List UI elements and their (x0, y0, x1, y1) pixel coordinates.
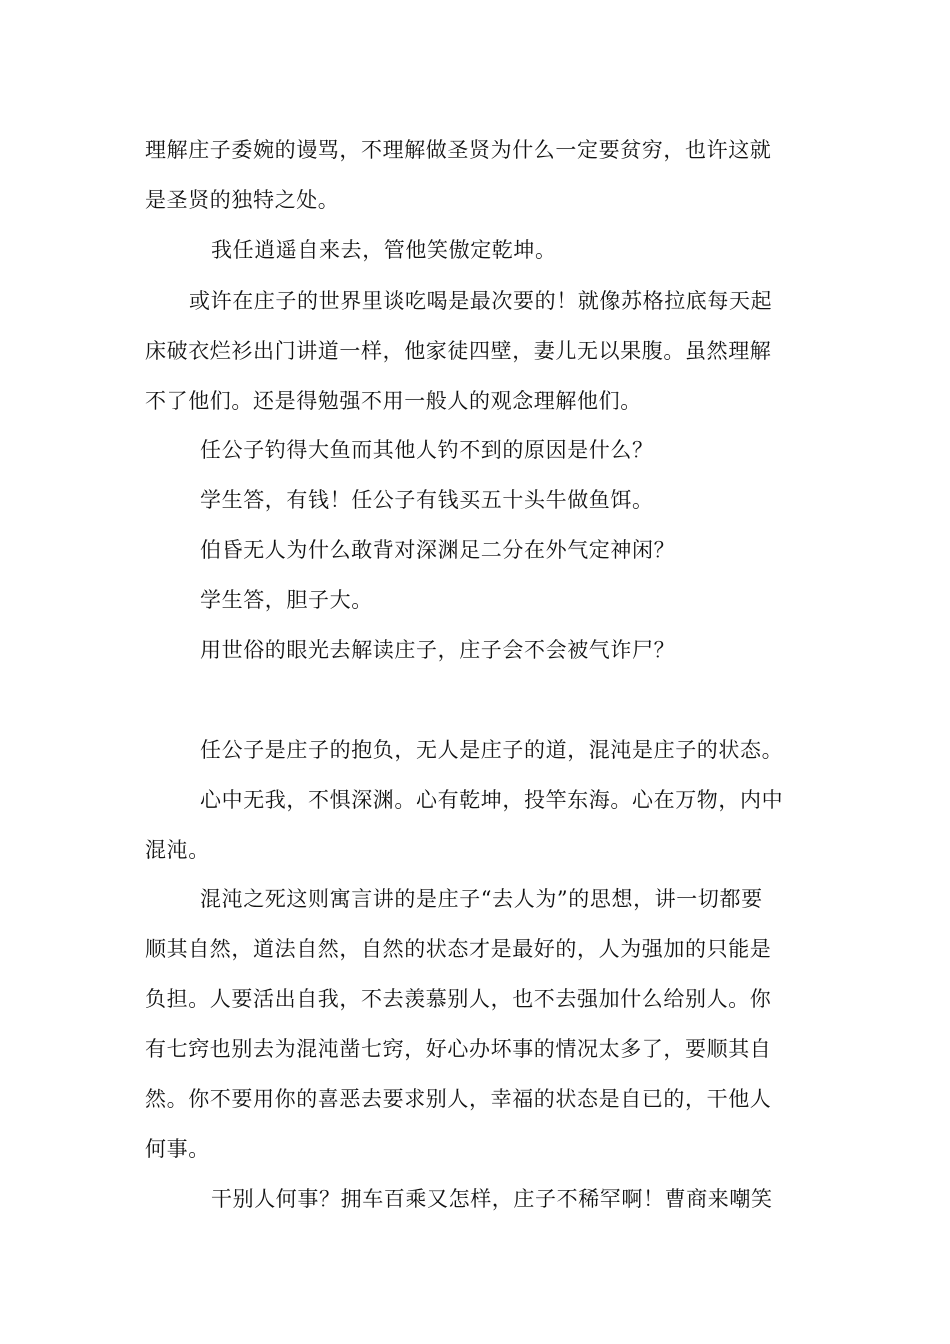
text-line: 伯昏无人为什么敢背对深渊足二分在外气定神闲？ (200, 538, 676, 562)
text-line: 我任逍遥自来去，管他笑傲定乾坤。 (211, 238, 557, 262)
text-line: 是圣贤的独特之处。 (145, 188, 340, 212)
text-line: 理解庄子委婉的谩骂，不理解做圣贤为什么一定要贫穷，也许这就 (145, 138, 772, 162)
text-line: 干别人何事？拥车百乘又怎样，庄子不稀罕啊！曹商来嘲笑 (211, 1187, 773, 1211)
text-line: 负担。人要活出自我，不去羡慕别人，也不去强加什么给别人。你 (145, 987, 772, 1011)
text-line: 学生答，有钱！任公子有钱买五十头牛做鱼饵。 (200, 488, 654, 512)
text-line: 床破衣烂衫出门讲道一样，他家徒四壁，妻儿无以果腹。虽然理解 (145, 339, 772, 363)
text-line: 任公子是庄子的抱负，无人是庄子的道，混沌是庄子的状态。 (200, 738, 784, 762)
text-line: 不了他们。还是得勉强不用一般人的观念理解他们。 (145, 389, 642, 413)
text-line: 或许在庄子的世界里谈吃喝是最次要的！就像苏格拉底每天起 (189, 289, 773, 313)
text-line: 然。你不要用你的喜恶去要求别人，幸福的状态是自已的，干他人 (145, 1087, 772, 1111)
text-line: 用世俗的眼光去解读庄子，庄子会不会被气诈尸？ (200, 638, 676, 662)
text-line: 顺其自然，道法自然，自然的状态才是最好的，人为强加的只能是 (145, 937, 772, 961)
text-line: 学生答，胆子大。 (200, 588, 373, 612)
text-line: 混沌之死这则寓言讲的是庄子“去人为”的思想，讲一切都要 (200, 887, 763, 911)
text-line: 任公子钓得大鱼而其他人钓不到的原因是什么？ (200, 438, 654, 462)
text-line: 心中无我，不惧深渊。心有乾坤，投竿东海。心在万物，内中 (200, 788, 784, 812)
text-line: 混沌。 (145, 838, 210, 862)
text-line: 有七窍也别去为混沌凿七窍，好心办坏事的情况太多了，要顺其自 (145, 1037, 772, 1061)
text-line: 何事。 (145, 1137, 210, 1161)
